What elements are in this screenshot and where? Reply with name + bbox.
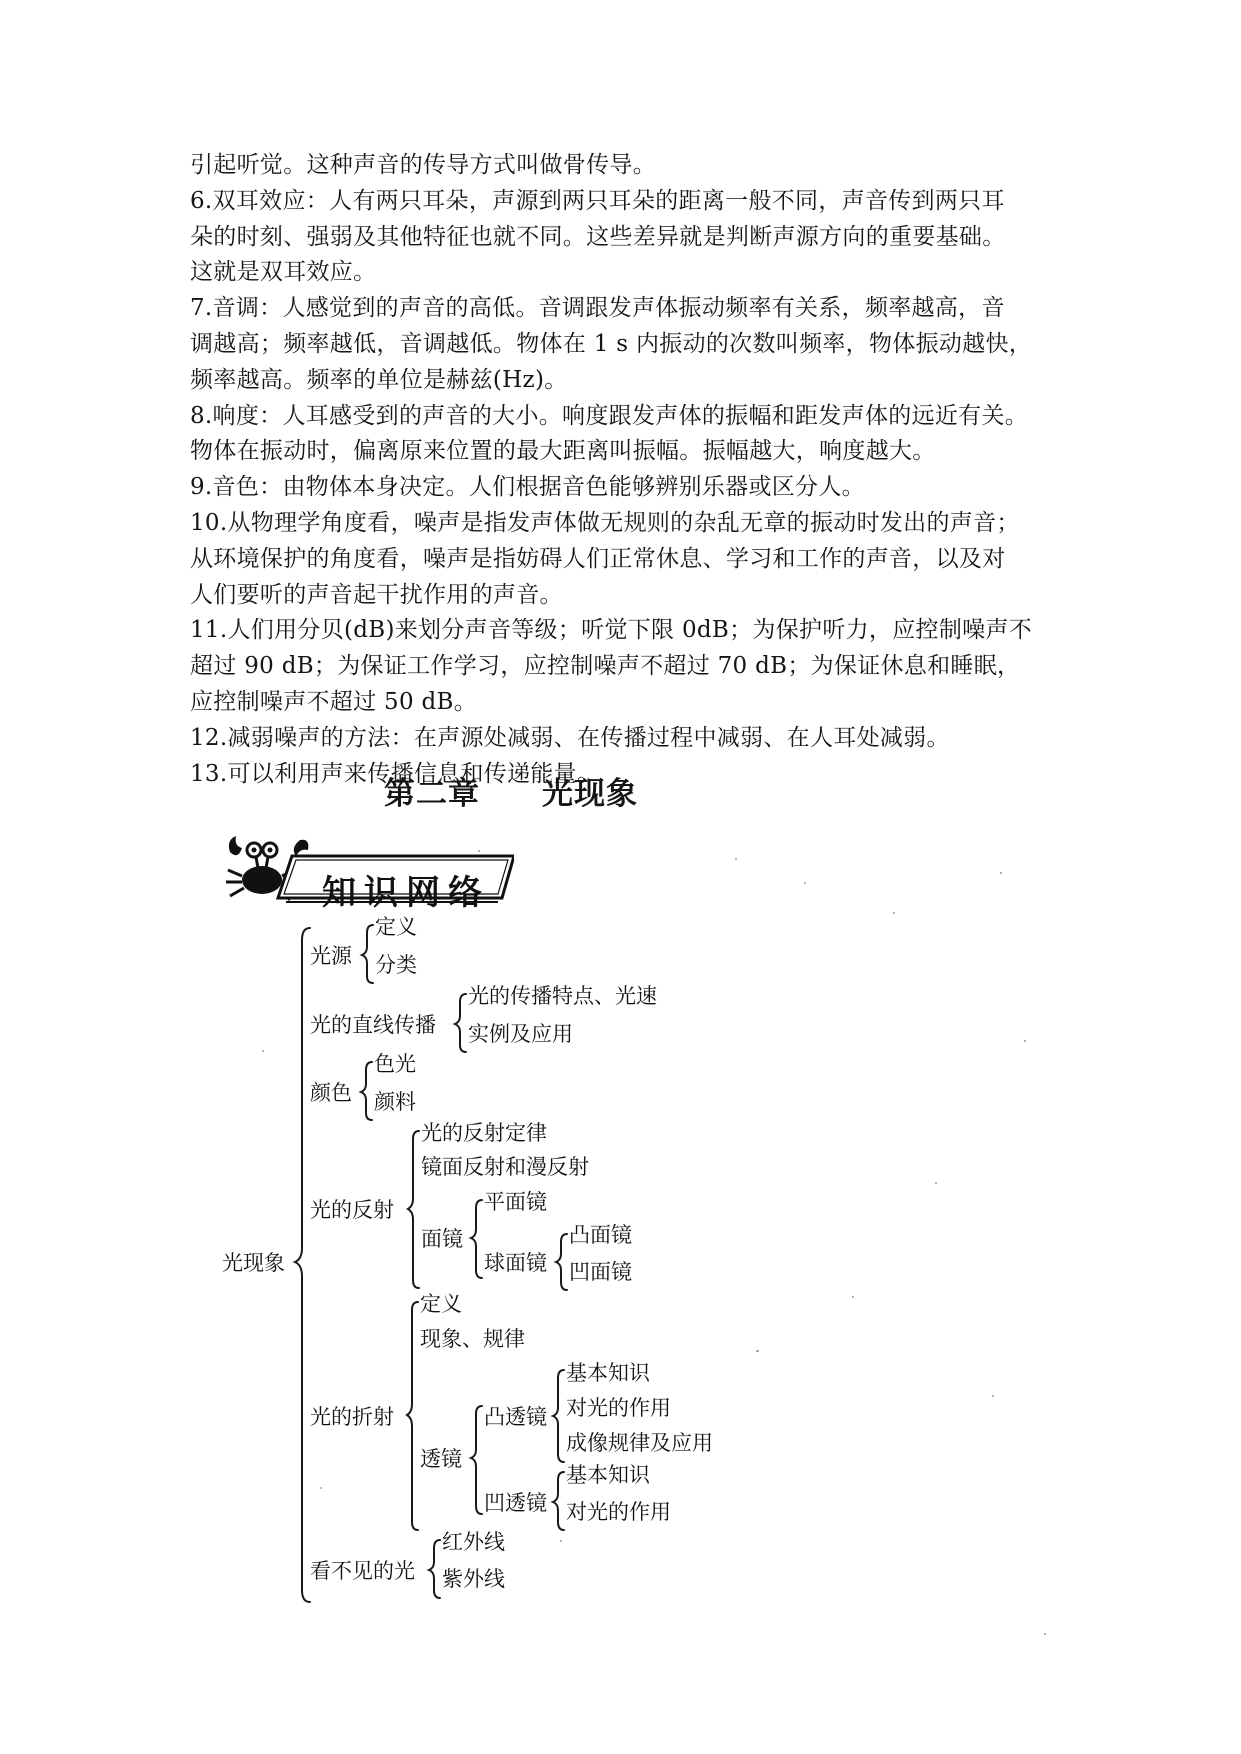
tree-leaf: 定义 (375, 915, 417, 939)
tree-node-qiumianjing: 球面镜 (484, 1251, 547, 1275)
text-line: 6.双耳效应：人有两只耳朵，声源到两只耳朵的距离一般不同，声音传到两只耳 (190, 187, 1005, 214)
tree-leaf: 凹面镜 (569, 1260, 632, 1284)
text-line: 7.音调：人感觉到的声音的高低。音调跟发声体振动频率有关系，频率越高，音 (190, 295, 1005, 322)
tree-node-toujing: 透镜 (420, 1447, 462, 1471)
text-line: 应控制噪声不超过 50 dB。 (190, 688, 478, 715)
tree-root: 光现象 (222, 1251, 285, 1275)
brace-toutoujing (553, 1370, 564, 1462)
text-line: 8.响度：人耳感受到的声音的大小。响度跟发声体的振幅和距发声体的远近有关。 (190, 402, 1029, 429)
tree-leaf: 光的反射定律 (421, 1121, 547, 1145)
root-brace (295, 928, 310, 1602)
brace-guangyuan (362, 925, 373, 983)
tree-node-fanshe: 光的反射 (310, 1198, 394, 1222)
text-line: 朵的时刻、强弱及其他特征也就不同。这些差异就是判断声源方向的重要基础。 (190, 223, 1006, 250)
tree-leaf: 实例及应用 (468, 1022, 573, 1046)
tree-leaf: 镜面反射和漫反射 (421, 1155, 589, 1179)
text-line: 引起听觉。这种声音的传导方式叫做骨传导。 (190, 152, 656, 178)
banner-title: 知识网络 (322, 873, 490, 913)
tree-leaf: 凸面镜 (569, 1223, 632, 1247)
chapter-title: 光现象 (542, 776, 638, 812)
text-line: 这就是双耳效应。 (190, 259, 377, 286)
tree-leaf: 分类 (375, 953, 417, 977)
tree-leaf: 定义 (420, 1292, 462, 1316)
brace-yanse (361, 1062, 372, 1120)
tree-node-guangyuan: 光源 (310, 944, 352, 968)
text-line: 频率越高。频率的单位是赫兹(Hz)。 (190, 366, 568, 393)
brace-toujing (471, 1406, 482, 1514)
brace-fanshe (408, 1131, 419, 1288)
brace-mianjing (471, 1200, 482, 1278)
text-line: 12.减弱噪声的方法：在声源处减弱、在传播过程中减弱、在人耳处减弱。 (190, 724, 950, 751)
tree-node-toutoujing: 凸透镜 (484, 1405, 547, 1429)
chapter-number: 第二章 (384, 776, 480, 812)
tree-node-aotoujing: 凹透镜 (484, 1491, 547, 1515)
tree-node-mianjing: 面镜 (421, 1227, 463, 1251)
tree-leaf: 成像规律及应用 (566, 1431, 713, 1455)
tree-node-kanbujian: 看不见的光 (310, 1559, 415, 1583)
text-line: 从环境保护的角度看，噪声是指妨碍人们正常休息、学习和工作的声音，以及对 (190, 545, 1006, 572)
tree-node-zheshe: 光的折射 (310, 1405, 394, 1429)
tree-leaf: 颜料 (374, 1090, 416, 1114)
tree-leaf: 对光的作用 (566, 1500, 671, 1524)
tree-leaf: 基本知识 (566, 1361, 650, 1385)
brace-zheshe (407, 1302, 418, 1530)
tree-leaf: 平面镜 (484, 1190, 547, 1214)
brace-qiumianjing (556, 1234, 567, 1290)
brace-aotoujing (553, 1472, 564, 1530)
text-line: 11.人们用分贝(dB)来划分声音等级；听觉下限 0dB；为保护听力，应控制噪声不 (190, 617, 1033, 644)
tree-leaf: 紫外线 (442, 1567, 505, 1591)
text-line: 10.从物理学角度看，噪声是指发声体做无规则的杂乱无章的振动时发出的声音； (190, 509, 1020, 536)
text-line: 超过 90 dB；为保证工作学习，应控制噪声不超过 70 dB；为保证休息和睡眠， (190, 653, 1021, 680)
brace-zhixian (455, 994, 466, 1052)
tree-leaf: 基本知识 (566, 1463, 650, 1487)
tree-leaf: 色光 (374, 1052, 416, 1076)
tree-node-zhixian: 光的直线传播 (310, 1013, 436, 1037)
tree-node-yanse: 颜色 (310, 1081, 352, 1105)
brace-kanbujian (429, 1540, 440, 1598)
text-line: 调越高；频率越低，音调越低。物体在 1 s 内振动的次数叫频率，物体振动越快， (190, 330, 1033, 357)
text-line: 9.音色：由物体本身决定。人们根据音色能够辨别乐器或区分人。 (190, 474, 865, 501)
text-line: 人们要听的声音起干扰作用的声音。 (190, 581, 563, 608)
text-line: 物体在振动时，偏离原来位置的最大距离叫振幅。振幅越大，响度越大。 (190, 438, 936, 465)
tree-leaf: 现象、规律 (420, 1327, 525, 1351)
tree-leaf: 红外线 (442, 1530, 505, 1554)
tree-leaf: 光的传播特点、光速 (468, 984, 657, 1008)
text-line: 13.可以利用声来传播信息和传递能量。 (190, 760, 601, 787)
tree-leaf: 对光的作用 (566, 1396, 671, 1420)
